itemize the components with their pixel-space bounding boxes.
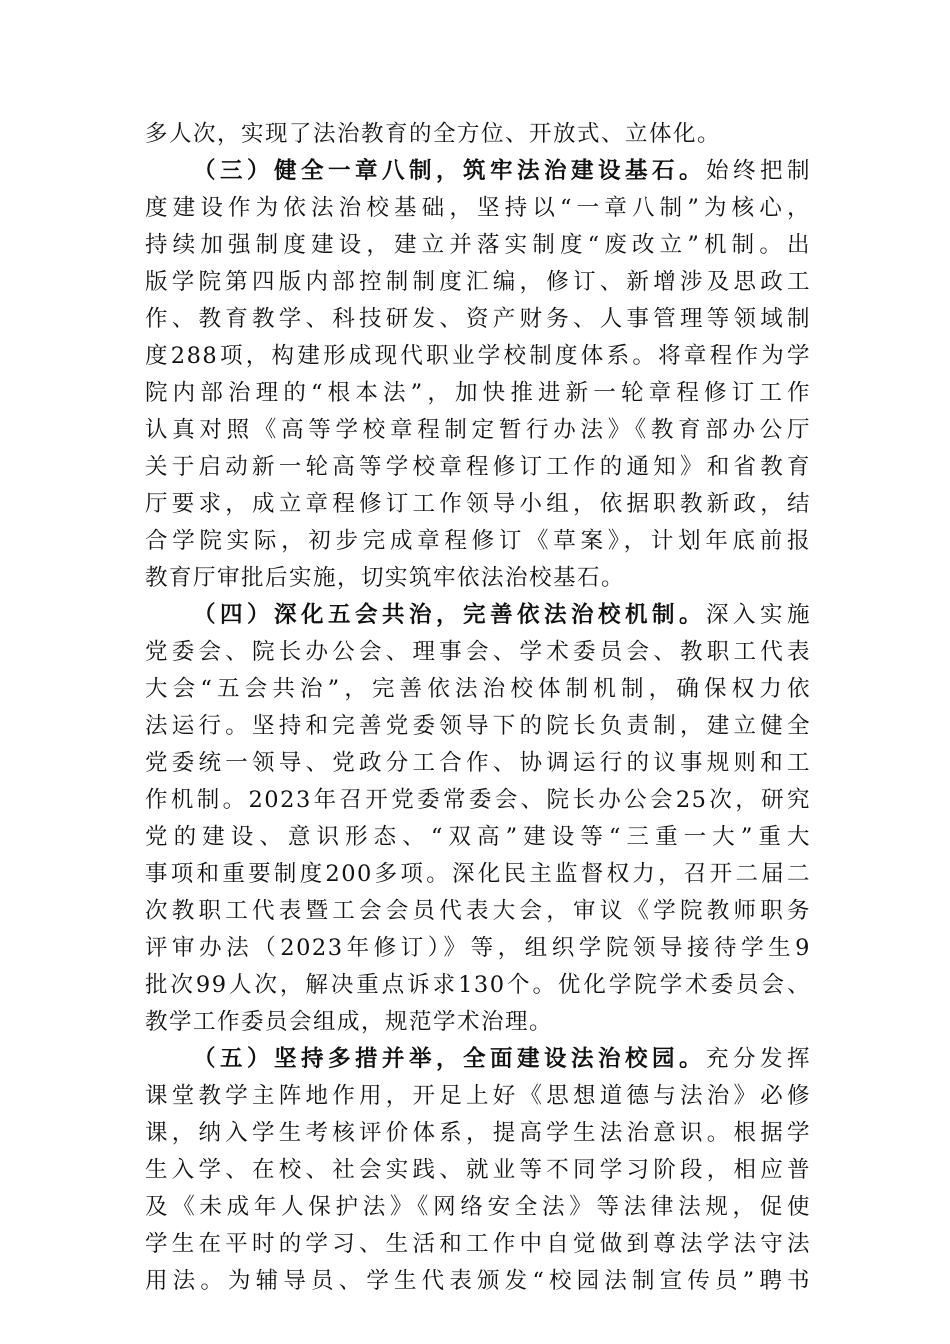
text-line	[145, 634, 811, 671]
text-line	[145, 560, 811, 597]
line-text: 关于启动新一轮高等学校章程修订工作的通知》和省教育	[145, 454, 811, 480]
line-text: 充分发挥	[705, 1046, 811, 1072]
line-text: 多人次，实现了法治教育的全方位、开放式、立体化。	[145, 121, 722, 147]
text-line	[145, 1152, 811, 1189]
section-heading: （三）健全一章八制，筑牢法治建设基石。	[193, 158, 706, 184]
line-text: 院内部治理的“根本法”，加快推进新一轮章程修订工作	[145, 380, 811, 406]
text-line	[145, 449, 811, 486]
line-text: 课，纳入学生考核评价体系，提高学生法治意识。根据学	[145, 1120, 811, 1146]
line-text: 厅要求，成立章程修订工作领导小组，依据职教新政，结	[145, 491, 811, 517]
line-text: 生入学、在校、社会实践、就业等不同学习阶段，相应普	[145, 1157, 811, 1183]
text-line	[145, 1189, 811, 1226]
line-text: 作机制。2023年召开党委常委会、院长办公会25次，研究	[145, 787, 811, 813]
line-text: 版学院第四版内部控制制度汇编，修订、新增涉及思政工	[145, 269, 811, 295]
line-text: 法运行。坚持和完善党委领导下的院长负责制，建立健全	[145, 713, 811, 739]
line-text: 持续加强制度建设，建立并落实制度“废改立”机制。出	[145, 232, 811, 258]
line-text: 评审办法（2023年修订）》等，组织学院领导接待学生9	[145, 935, 811, 961]
line-text: 用法。为辅导员、学生代表颁发“校园法制宣传员”聘书	[145, 1268, 811, 1294]
text-line	[145, 1004, 811, 1041]
section-heading-line	[145, 597, 811, 634]
text-line	[145, 412, 811, 449]
section-heading: （四）深化五会共治，完善依法治校机制。	[193, 602, 706, 628]
text-line	[145, 782, 811, 819]
text-line	[145, 745, 811, 782]
text-line	[145, 1115, 811, 1152]
text-line	[145, 1226, 811, 1263]
text-line	[145, 856, 811, 893]
line-text: 党的建设、意识形态、“双高”建设等“三重一大”重大	[145, 824, 811, 850]
line-text: 合学院实际，初步完成章程修订《草案》，计划年底前报	[145, 528, 811, 554]
line-text: 课堂教学主阵地作用，开足上好《思想道德与法治》必修	[145, 1083, 811, 1109]
text-line	[145, 819, 811, 856]
line-text: 大会“五会共治”，完善依法治校体制机制，确保权力依	[145, 676, 811, 702]
text-line	[145, 375, 811, 412]
line-text: 始终把制	[705, 158, 811, 184]
text-line	[145, 708, 811, 745]
line-text: 批次99人次，解决重点诉求130个。优化学院学术委员会、	[145, 972, 811, 998]
section-heading-line	[145, 1041, 811, 1078]
text-line	[145, 227, 811, 264]
text-line	[145, 301, 811, 338]
line-text: 深入实施	[705, 602, 811, 628]
text-line	[145, 893, 811, 930]
text-line	[145, 1263, 811, 1300]
text-line	[145, 486, 811, 523]
line-text: 事项和重要制度200多项。深化民主监督权力，召开二届二	[145, 861, 811, 887]
line-text: 认真对照《高等学校章程制定暂行办法》《教育部办公厅	[145, 417, 811, 443]
text-line	[145, 116, 811, 153]
text-line	[145, 671, 811, 708]
line-text: 学生在平时的学习、生活和工作中自觉做到尊法学法守法	[145, 1231, 811, 1257]
text-line	[145, 264, 811, 301]
text-line	[145, 190, 811, 227]
line-text: 教育厅审批后实施，切实筑牢依法治校基石。	[145, 565, 626, 591]
line-text: 党委会、院长办公会、理事会、学术委员会、教职工代表	[145, 639, 811, 665]
text-line	[145, 930, 811, 967]
line-text: 度288项，构建形成现代职业学校制度体系。将章程作为学	[145, 343, 811, 369]
body-text	[145, 116, 811, 1300]
line-text: 度建设作为依法治校基础，坚持以“一章八制”为核心，	[145, 195, 811, 221]
section-heading-line	[145, 153, 811, 190]
line-text: 次教职工代表暨工会会员代表大会，审议《学院教师职务	[145, 898, 811, 924]
line-text: 作、教育教学、科技研发、资产财务、人事管理等领域制	[145, 306, 811, 332]
text-line	[145, 338, 811, 375]
text-line	[145, 523, 811, 560]
text-line	[145, 1078, 811, 1115]
line-text: 教学工作委员会组成，规范学术治理。	[145, 1009, 554, 1035]
line-text: 及《未成年人保护法》《网络安全法》等法律法规，促使	[145, 1194, 811, 1220]
text-line	[145, 967, 811, 1004]
section-heading: （五）坚持多措并举，全面建设法治校园。	[193, 1046, 706, 1072]
line-text: 党委统一领导、党政分工合作、协调运行的议事规则和工	[145, 750, 811, 776]
